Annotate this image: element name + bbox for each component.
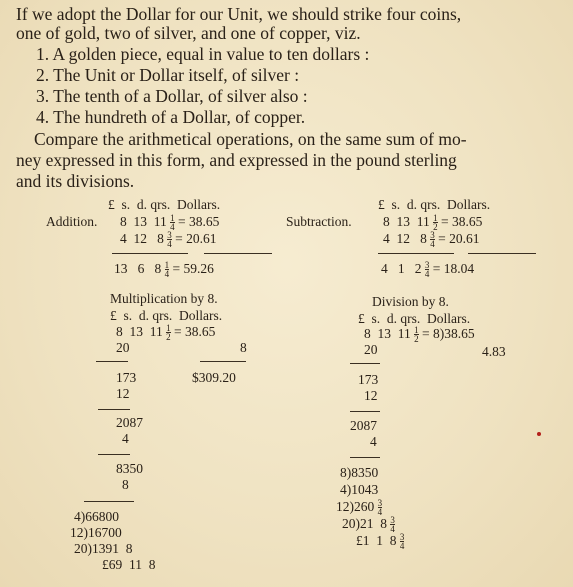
div-step: 4 [370,434,377,449]
div-division-step: 20)21 8 $\frac{3}{4}$ [342,515,395,535]
addition-row-2: 4 12 8 $\frac{3}{4}$ = 20.61 [120,230,217,250]
div-step: 2087 [350,418,377,433]
step-rule [350,457,380,458]
fraction: $\frac{3}{4}$ [390,515,395,535]
subtraction-label: Subtraction. [286,214,352,229]
compare-line-3: and its divisions. [16,171,135,191]
subtraction-total: 4 1 2 $\frac{3}{4}$ = 18.04 [381,260,475,280]
div-step: 173 [358,372,379,387]
division-quotient: 4.83 [482,344,506,359]
division-header: £ s. d. qrs. Dollars. [358,311,471,326]
subtraction-row-2: 4 12 8 $\frac{3}{4}$ = 20.61 [383,230,480,250]
division-multiplier: 20 [364,342,378,357]
div-division-step: 4)1043 [340,482,379,497]
coin-list [36,44,369,128]
fraction: $\frac{3}{4}$ [430,230,435,250]
mult-step: 12 [116,386,130,401]
intro-line-1: If we adopt the Dollar for our Unit, we should strike four coins, [16,4,462,24]
step-rule [84,501,134,502]
coin-item: 3. The tenth of a Dollar, of silver also : [36,86,308,106]
div-division-step: 8)8350 [340,465,379,480]
fraction: $\frac{3}{4}$ [424,260,430,280]
mult-division-step: 4)66800 [74,509,119,524]
mult-step: 8 [122,477,129,492]
mult-division-step: 20)1391 8 [74,541,133,556]
multiplier-right: 8 [240,340,247,355]
subtraction-row-1: 8 13 11 $\frac{1}{2}$ = 38.65 [383,213,483,233]
addition-total: 13 6 8 $\frac{1}{4}$ = 59.26 [114,260,214,280]
division-label: Division by 8. [372,294,449,309]
fraction: $\frac{3}{4}$ [167,230,172,250]
compare-line-1: Compare the arithmetical operations, on the same sum of mo- [34,129,467,149]
step-rule [98,409,130,410]
div-division-step: 12)260 $\frac{3}{4}$ [336,498,383,518]
mult-division-step: 12)16700 [70,525,122,540]
fraction: $\frac{3}{4}$ [399,532,405,552]
mult-step: 8350 [116,461,143,476]
coin-item: 4. The hundreth of a Dollar, of copper. [36,107,306,127]
multiplication-result: $309.20 [192,370,236,385]
fraction: $\frac{1}{4}$ [170,213,175,233]
coin-item: 2. The Unit or Dollar itself, of silver : [36,65,300,85]
step-rule [350,411,380,412]
mult-step: 4 [122,431,129,446]
addition-row-1: 8 13 11 $\frac{1}{4}$ = 38.65 [120,213,220,233]
mult-step: 2087 [116,415,143,430]
ink-spot [537,432,541,436]
div-step: 12 [364,388,378,403]
fraction: $\frac{1}{2}$ [433,213,438,233]
multiplication-row-1: 8 13 11 $\frac{1}{2}$ = 38.65 [116,323,216,343]
compare-line-2: ney expressed in this form, and expressed in the pound sterling [16,150,457,170]
fraction: $\frac{1}{4}$ [164,260,170,280]
step-rule [350,363,380,364]
div-division-result: £1 1 8 $\frac{3}{4}$ [356,532,405,552]
fraction: $\frac{1}{2}$ [414,325,419,345]
mult-division-result: £69 11 8 [102,557,156,572]
sum-rule [112,253,188,254]
coin-item: 1. A golden piece, equal in value to ten dollars : [36,44,370,64]
multiplication-label: Multiplication by 8. [110,291,218,306]
subtraction-header: £ s. d. qrs. Dollars. [378,197,491,212]
difference-rule [468,253,536,254]
addition-label: Addition. [46,214,98,229]
step-rule [98,454,130,455]
addition-header: £ s. d. qrs. Dollars. [108,197,221,212]
difference-rule [378,253,454,254]
multiplier-left: 20 [116,340,130,355]
sum-rule [204,253,272,254]
mult-step: 173 [116,370,137,385]
fraction: $\frac{3}{4}$ [377,498,383,518]
division-row-1: 8 13 11 $\frac{1}{2}$ = 8)38.65 [364,325,475,345]
step-rule [200,361,246,362]
step-rule [96,361,128,362]
fraction: $\frac{1}{2}$ [166,323,171,343]
intro-line-2: one of gold, two of silver, and one of copper, viz. [16,23,361,43]
multiplication-header: £ s. d. qrs. Dollars. [110,308,223,323]
